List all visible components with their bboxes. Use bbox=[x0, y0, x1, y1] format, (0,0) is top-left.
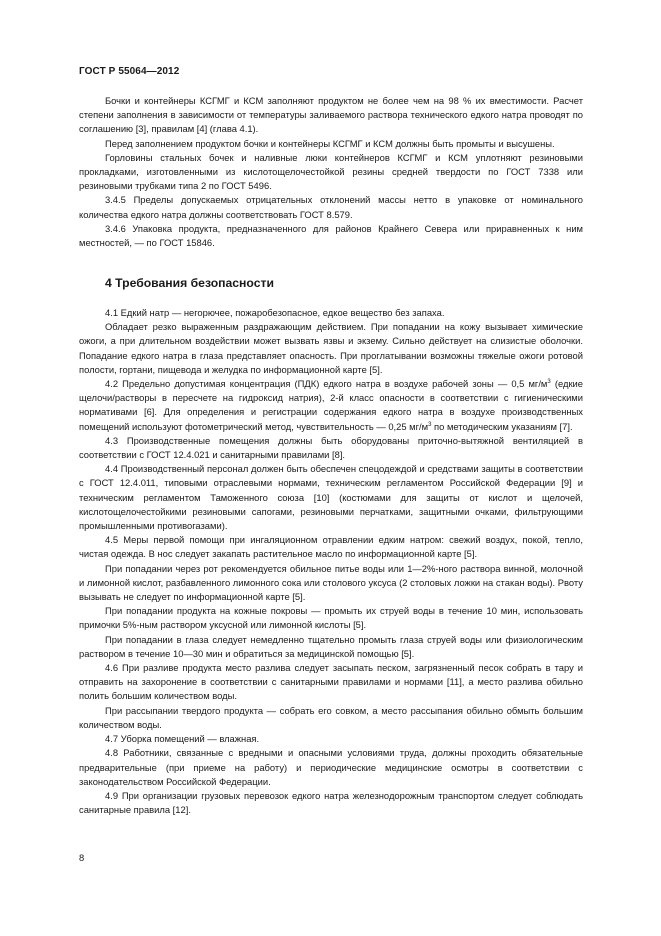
paragraph-text: (едкие щелочи/растворы в пересчете на гидроксид натрия), 2-й класс опасности в соответствии с гигиеническими нормативами [6]. Для определения и регистрации содержания едкого натра в воздухе производственных помещений используют фотометрический метод, чувствительность — 0,25 мг/м bbox=[79, 378, 584, 432]
paragraph: При рассыпании твердого продукта — собрать его совком, а место рассыпания обильно обмыть большим количеством воды. bbox=[79, 704, 583, 730]
paragraph: При попадании в глаза следует немедленно тщательно промыть глаза струей воды или физиологическим раствором в течение 10—30 мин и обратиться за медицинской помощью [5]. bbox=[79, 633, 583, 659]
paragraph: 4.6 При разливе продукта место разлива следует засыпать песком, загрязненный песок собрать в тару и отправить на захоронение в соответствии с санитарными правилами и нормами [11], а место разлива обильно полить большим количеством воды. bbox=[79, 662, 583, 702]
paragraph: Бочки и контейнеры КСГМГ и КСМ заполняют продуктом не более чем на 98 % их вместимости. Расчет степени заполнения в зависимости от температуры заливаемого раствора технического едкого натра проводят по соглашению [3], правилам [4] (глава 4.1). bbox=[79, 95, 583, 135]
superscript: 3 bbox=[428, 421, 432, 428]
paragraph: 4.7 Уборка помещений — влажная. bbox=[105, 733, 260, 745]
paragraph: 4.5 Меры первой помощи при ингаляционном отравлении едким натром: свежий воздух, покой, тепло, чистая одежда. В нос следует закапать растительное масло по информационной карте [5]. bbox=[79, 534, 583, 560]
paragraph: 4.1 Едкий натр — негорючее, пожаробезопасное, едкое вещество без запаха. bbox=[105, 307, 445, 318]
paragraph: При попадании через рот рекомендуется обильное питье воды или 1—2%-ного раствора винной, молочной и лимонной кислот, разбавленного лимонного сока или столового уксуса (2 столовых ложки на стакан воды). Рвоту вызывать не следует по информационной карте [5]. bbox=[79, 562, 583, 603]
page-number: 8 bbox=[79, 852, 85, 863]
paragraph: 3.4.6 Упаковка продукта, предназначенного для районов Крайнего Севера или приравненных к ним местностей, — по ГОСТ 15846. bbox=[79, 222, 583, 249]
paragraph-text: по методическим указаниям [7]. bbox=[431, 420, 573, 432]
paragraph-text: 4.2 Предельно допустимая концентрация (ПДК) едкого натра в воздухе рабочей зоны — 0,5 мг/м bbox=[105, 378, 548, 390]
paragraph: 4.3 Производственные помещения должны быть оборудованы приточно-вытяжной вентиляцией в соответствии с ГОСТ 12.4.021 и санитарными правилами [8]. bbox=[79, 434, 583, 461]
section-title: 4 Требования безопасности bbox=[105, 276, 274, 290]
paragraph: 4.4 Производственный персонал должен быть обеспечен спецодеждой и средствами защиты в соответствии с ГОСТ 12.4.011, типовыми отраслевыми нормами, техническим регламентом Российской Федерации [9] и техническим регламентом Таможенного союза [10] (костюмами для защиты от кислот и щелочей, кислотощелочестойкими резиновыми сапогами, резиновыми перчатками, защитными очками, фильтрующими промышленными противогазами). bbox=[79, 463, 583, 532]
paragraph: Горловины стальных бочек и наливные люки контейнеров КСГМГ и КСМ уплотняют резиновыми прокладками, изготовленными из кислотощелочестойкой резины средней твердости по ГОСТ 7338 или резиновыми трубками типа 2 по ГОСТ 5496. bbox=[79, 151, 583, 192]
paragraph: Перед заполнением продуктом бочки и контейнеры КСГМГ и КСМ должны быть промыты и высушены. bbox=[105, 137, 555, 149]
safety-text-block bbox=[79, 306, 583, 817]
paragraph: 4.8 Работники, связанные с вредными и опасными условиями труда, должны проходить обязательные предварительные (при приеме на работу) и периодические медицинские осмотры в соответствии с законодательством Российской Федерации. bbox=[79, 747, 583, 787]
paragraph: 4.9 При организации грузовых перевозок едкого натра железнодорожным транспортом следует соблюдать санитарные правила [12]. bbox=[79, 789, 583, 816]
superscript: 3 bbox=[547, 379, 551, 386]
paragraph: 3.4.5 Пределы допускаемых отрицательных отклонений массы нетто в упаковке от номинального количества едкого натра должны соответствовать ГОСТ 8.579. bbox=[79, 194, 583, 220]
standard-code-header: ГОСТ Р 55064—2012 bbox=[79, 66, 180, 77]
paragraph-4-2 bbox=[79, 377, 583, 434]
paragraph: При попадании продукта на кожные покровы — промыть их струей воды в течение 10 мин, использовать примочки 5%-ным раствором уксусной или лимонной кислоты [5]. bbox=[79, 605, 583, 631]
packaging-text-block bbox=[79, 94, 583, 250]
paragraph: Обладает резко выраженным раздражающим действием. При попадании на кожу вызывает химические ожоги, а при длительном воздействии может вызвать язвы и экзему. Сильно действует на слизистые оболочки. Попадание едкого натра в глаза представляет опасность. При проглатывании возможны тяжелые ожоги ротовой полости, гортани, пищевода и желудка по информационной карте [5]. bbox=[79, 321, 583, 375]
